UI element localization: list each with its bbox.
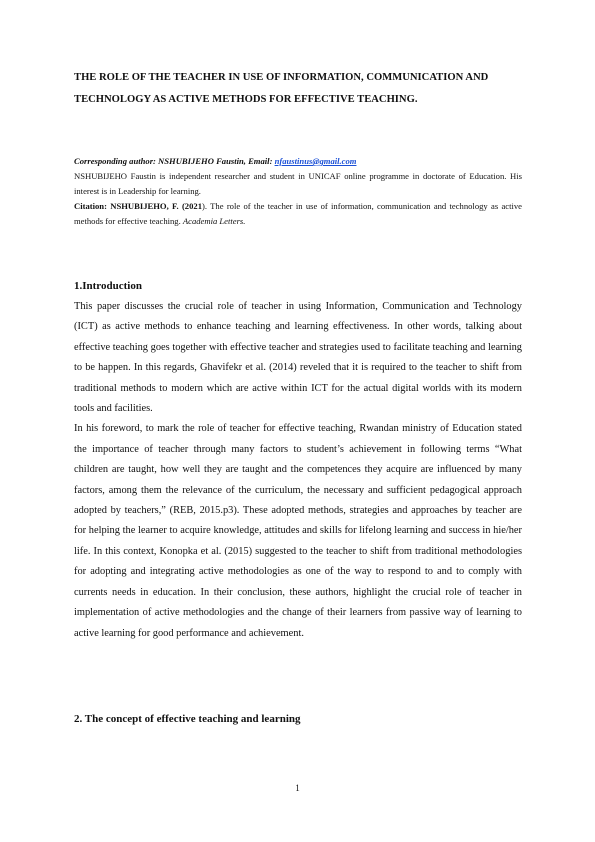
citation-text: ). The role of the teacher in use of information, communication and technology as active methods for effective teaching. bbox=[74, 201, 522, 226]
author-block bbox=[74, 154, 522, 229]
section-heading-introduction: 1.Introduction bbox=[74, 280, 142, 292]
introduction-paragraph: This paper discusses the crucial role of teacher in using Information, Communication and Technology (ICT) as active methods to enhance teaching and learning effectiveness. In other words, talking about effective teaching goes together with effective teacher and strategies used to facilitate teaching and learning to be happen. In this regards, Ghavifekr et al. (2014) reveled that it is required to the teacher to shift from traditional methods to modern which are active within ICT for the actual digital worlds with its modern tools and facilities. bbox=[74, 301, 522, 415]
author-bio: NSHUBIJEHO Faustin is independent researcher and student in UNICAF online programme in doctorate of Education. His interest is in Leadership for learning. bbox=[74, 171, 522, 196]
citation-label: Citation: NSHUBIJEHO, F. (2021 bbox=[74, 201, 202, 211]
page-number: 1 bbox=[295, 783, 300, 793]
corresponding-author-label: Corresponding author: NSHUBIJEHO Faustin, Email: bbox=[74, 156, 275, 166]
paper-title: THE ROLE OF THE TEACHER IN USE OF INFORMATION, COMMUNICATION AND TECHNOLOGY AS ACTIVE METHODS FOR EFFECTIVE TEACHING. bbox=[74, 72, 489, 105]
section-heading-concept: 2. The concept of effective teaching and learning bbox=[74, 713, 301, 725]
corresponding-author-line bbox=[74, 154, 522, 169]
introduction-body bbox=[74, 297, 522, 644]
citation-line bbox=[74, 199, 522, 229]
author-email-link[interactable]: nfaustinus@gmail.com bbox=[274, 156, 357, 166]
introduction-paragraph: In his foreword, to mark the role of teacher for effective teaching, Rwandan ministry of Education stated the importance of teacher through many factors to student’s achievement in following terms “What children are taught, how well they are taught and the competences they acquire are influenced by many factors, among them the relevance of the curriculum, the necessary and sufficient pedagogical approach adopted by teachers,” (REB, 2015.p3). These adopted methods, strategies and approaches by teacher are for helping the learner to acquire knowledge, attitudes and skills for lifelong learning and success in hie/her life. In this context, Konopka et al. (2015) suggested to the teacher to shift from traditional methodologies for adopting and integrating active methodologies as one of the way to respond to and to comply with currents needs in education. In their conclusion, these authors, highlight the crucial role of teacher in implementation of active methodologies and the change of their learners from passive way of learning to active learning for good performance and achievement. bbox=[74, 423, 522, 639]
journal-name: Academia Letters. bbox=[182, 216, 246, 226]
